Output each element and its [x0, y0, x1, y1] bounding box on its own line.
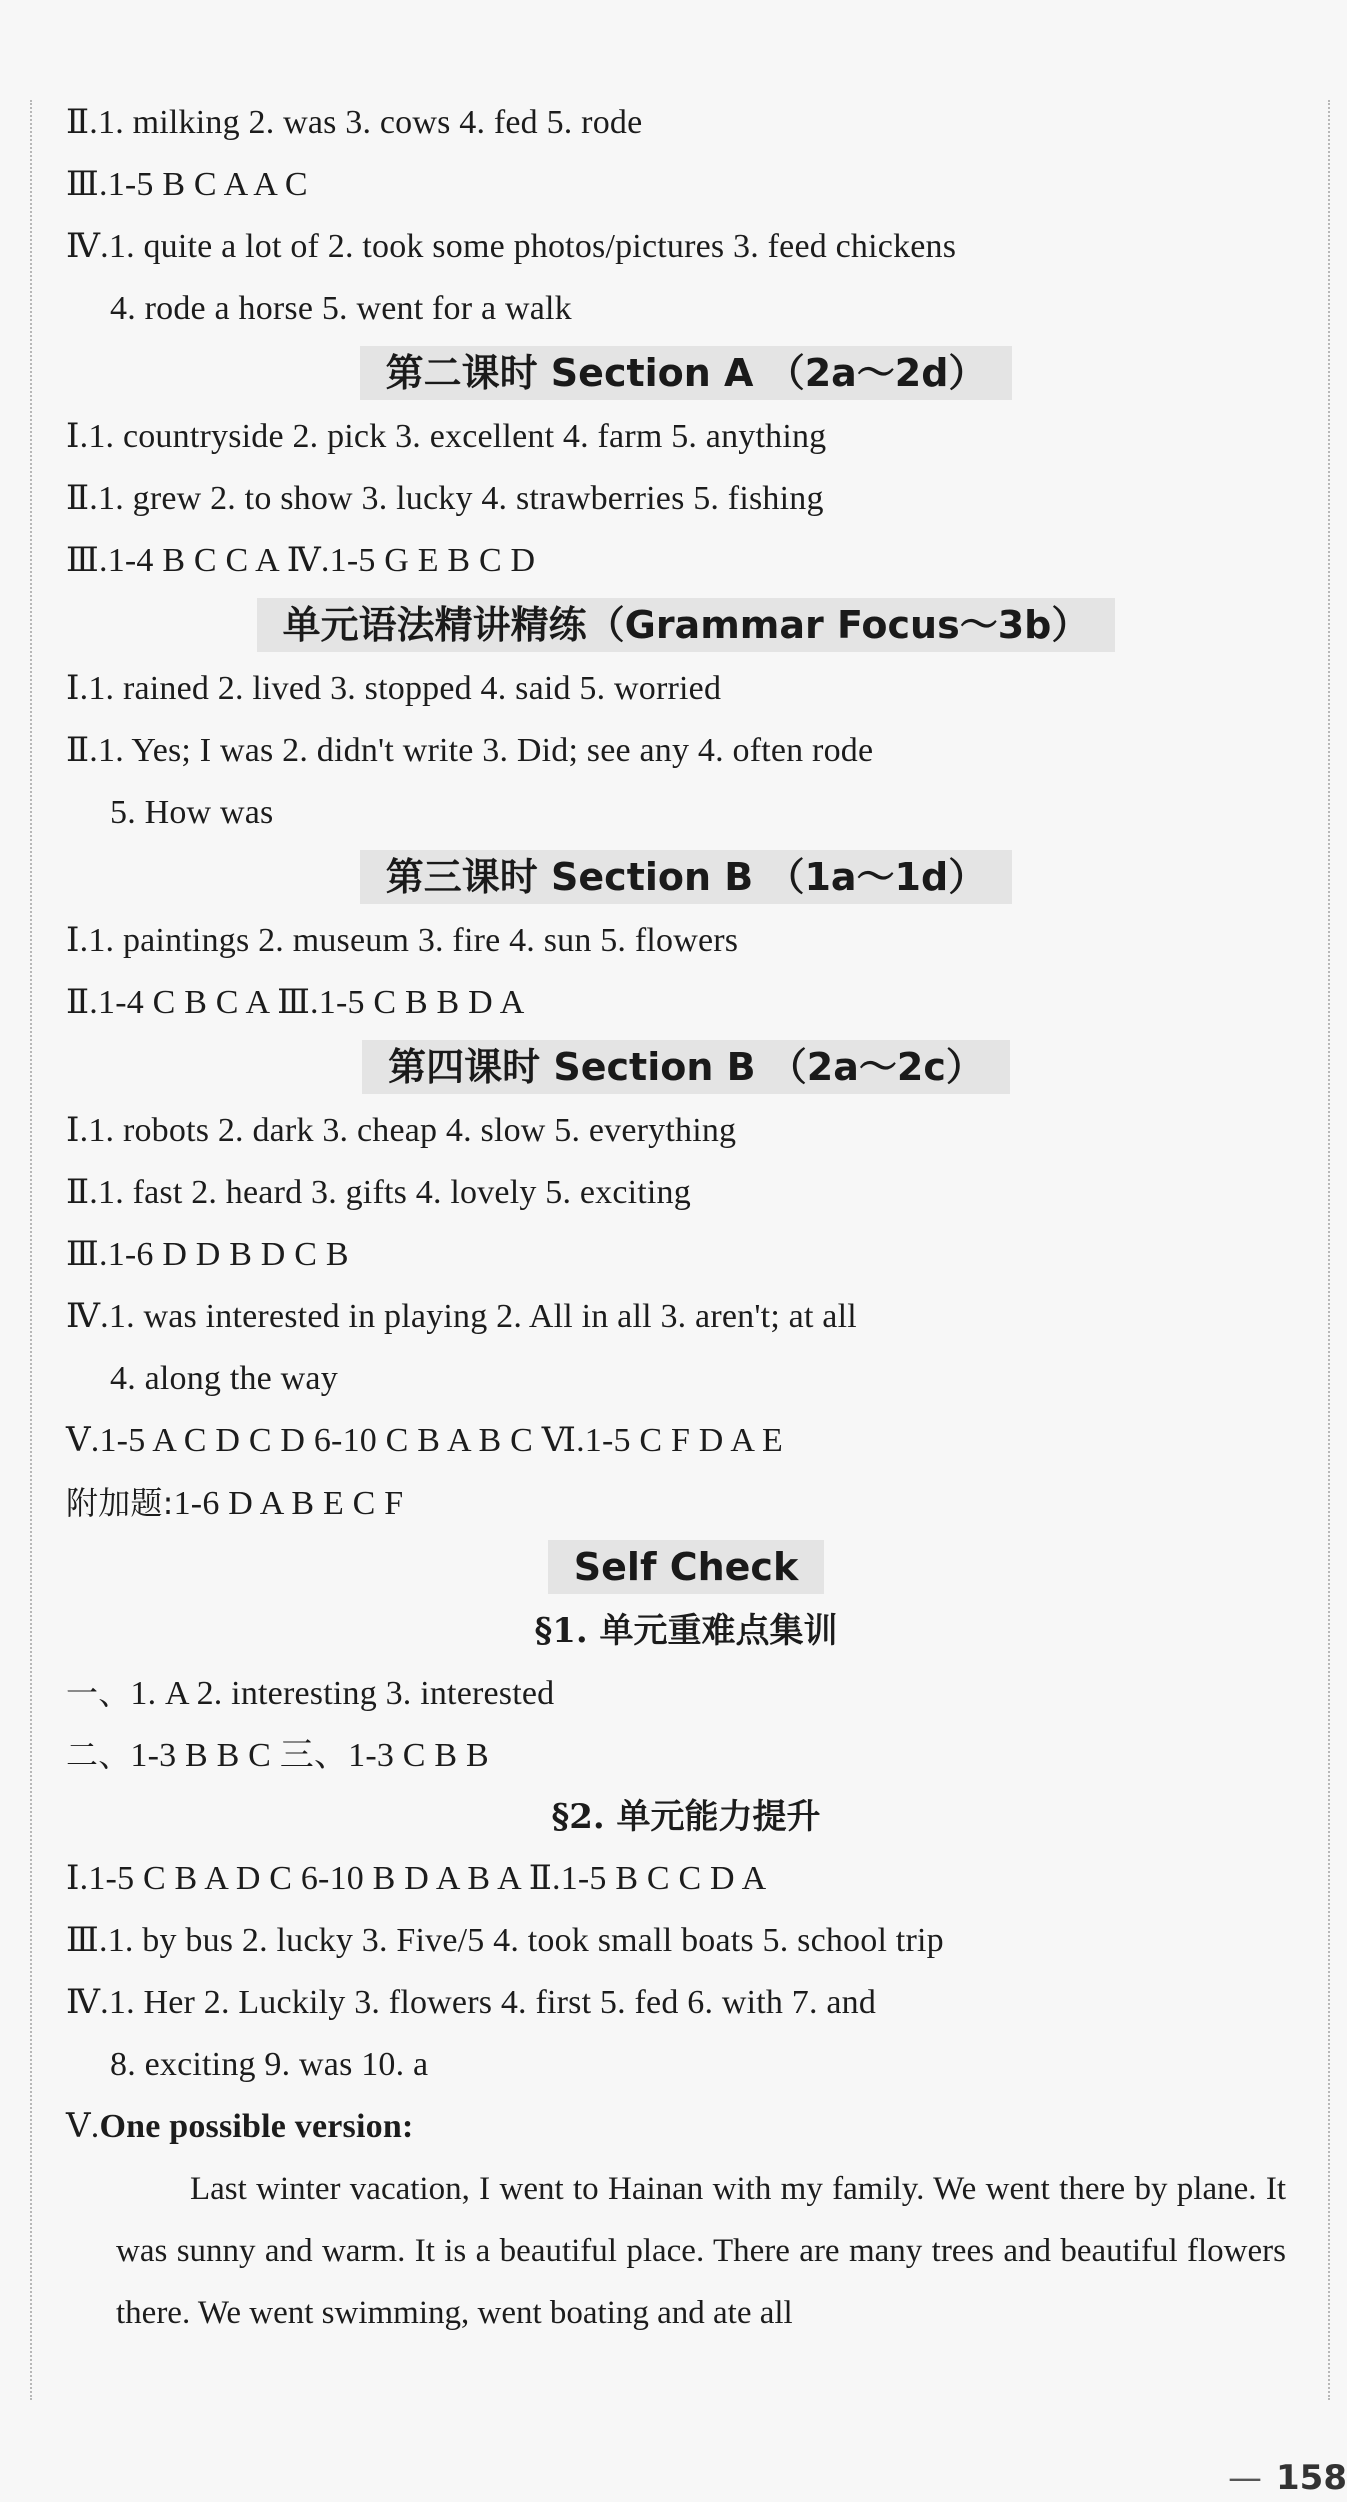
answer-content [66, 92, 1306, 2344]
section-heading-2a-2d: 第二课时 Section A （2a～2d） [360, 346, 1013, 400]
answer-line: Ⅰ.1. countryside 2. pick 3. excellent 4. farm 5. anything [66, 418, 827, 455]
section-heading-row [66, 1534, 1306, 1600]
answer-line: 4. rode a horse 5. went for a walk [110, 290, 572, 327]
section-heading-row [66, 340, 1306, 406]
answer-line: Ⅰ.1. rained 2. lived 3. stopped 4. said 5. worried [66, 670, 722, 707]
answer-line: Ⅳ.1. was interested in playing 2. All in all 3. aren't; at all [66, 1298, 857, 1335]
answer-line: 二、1-3 B B C 三、1-3 C B B [66, 1736, 489, 1774]
answer-line: Ⅲ.1-4 B C C A Ⅳ.1-5 G E B C D [66, 542, 536, 579]
answer-line: 8. exciting 9. was 10. a [110, 2046, 429, 2083]
section-heading-row [66, 844, 1306, 910]
answer-line: Ⅱ.1. milking 2. was 3. cows 4. fed 5. rode [66, 104, 643, 141]
essay-title: One possible version: [99, 2108, 414, 2145]
answer-line: Ⅲ.1-5 B C A A C [66, 166, 308, 203]
section-heading-grammar-focus: 单元语法精讲精练（Grammar Focus～3b） [257, 598, 1116, 652]
answer-line: Ⅱ.1. Yes; I was 2. didn't write 3. Did; see any 4. often rode [66, 732, 874, 769]
answer-line: Ⅰ.1. robots 2. dark 3. cheap 4. slow 5. everything [66, 1112, 737, 1149]
answer-line: Ⅲ.1-6 D D B D C B [66, 1236, 349, 1273]
answer-line: Ⅲ.1. by bus 2. lucky 3. Five/5 4. took small boats 5. school trip [66, 1922, 944, 1959]
answer-line: 4. along the way [110, 1360, 338, 1397]
left-dotted-rule [30, 100, 32, 2400]
answer-line: Ⅳ.1. Her 2. Luckily 3. flowers 4. first 5. fed 6. with 7. and [66, 1984, 877, 2021]
subheading-ability: §2. 单元能力提升 [551, 1797, 821, 1837]
answer-line: Ⅱ.1-4 C B C A Ⅲ.1-5 C B B D A [66, 984, 525, 1021]
answer-line: 5. How was [110, 794, 274, 831]
right-dotted-rule [1328, 100, 1330, 2400]
subheading-key-points: §1. 单元重难点集训 [534, 1611, 838, 1651]
answer-line: Ⅱ.1. grew 2. to show 3. lucky 4. strawberries 5. fishing [66, 480, 824, 517]
section-heading-self-check: Self Check [548, 1540, 824, 1594]
answer-line: Ⅰ.1-5 C B A D C 6-10 B D A B A Ⅱ.1-5 B C C D A [66, 1860, 767, 1897]
section-heading-2a-2c: 第四课时 Section B （2a～2c） [362, 1040, 1010, 1094]
essay-heading: Ⅴ.One possible version: [66, 2108, 414, 2145]
answer-line: 附加题:1-6 D A B E C F [66, 1484, 404, 1522]
page-number: — 158 [1228, 2458, 1347, 2498]
answer-line: Ⅴ.1-5 A C D C D 6-10 C B A B C Ⅵ.1-5 C F D A E [66, 1422, 783, 1459]
section-heading-1a-1d: 第三课时 Section B （1a～1d） [360, 850, 1012, 904]
essay-paragraph: Last winter vacation, I went to Hainan with my family. We went there by plane. It was sunny and warm. It is a beautiful place. There are many trees and beautiful flowers there. We went swimming, went boating and ate all [116, 2171, 1286, 2331]
answer-line: 一、1. A 2. interesting 3. interested [66, 1674, 555, 1712]
answer-line: Ⅱ.1. fast 2. heard 3. gifts 4. lovely 5. exciting [66, 1174, 691, 1211]
section-heading-row [66, 1034, 1306, 1100]
section-heading-row [66, 592, 1306, 658]
answer-line: Ⅳ.1. quite a lot of 2. took some photos/pictures 3. feed chickens [66, 228, 957, 265]
answer-line: Ⅰ.1. paintings 2. museum 3. fire 4. sun 5. flowers [66, 922, 739, 959]
